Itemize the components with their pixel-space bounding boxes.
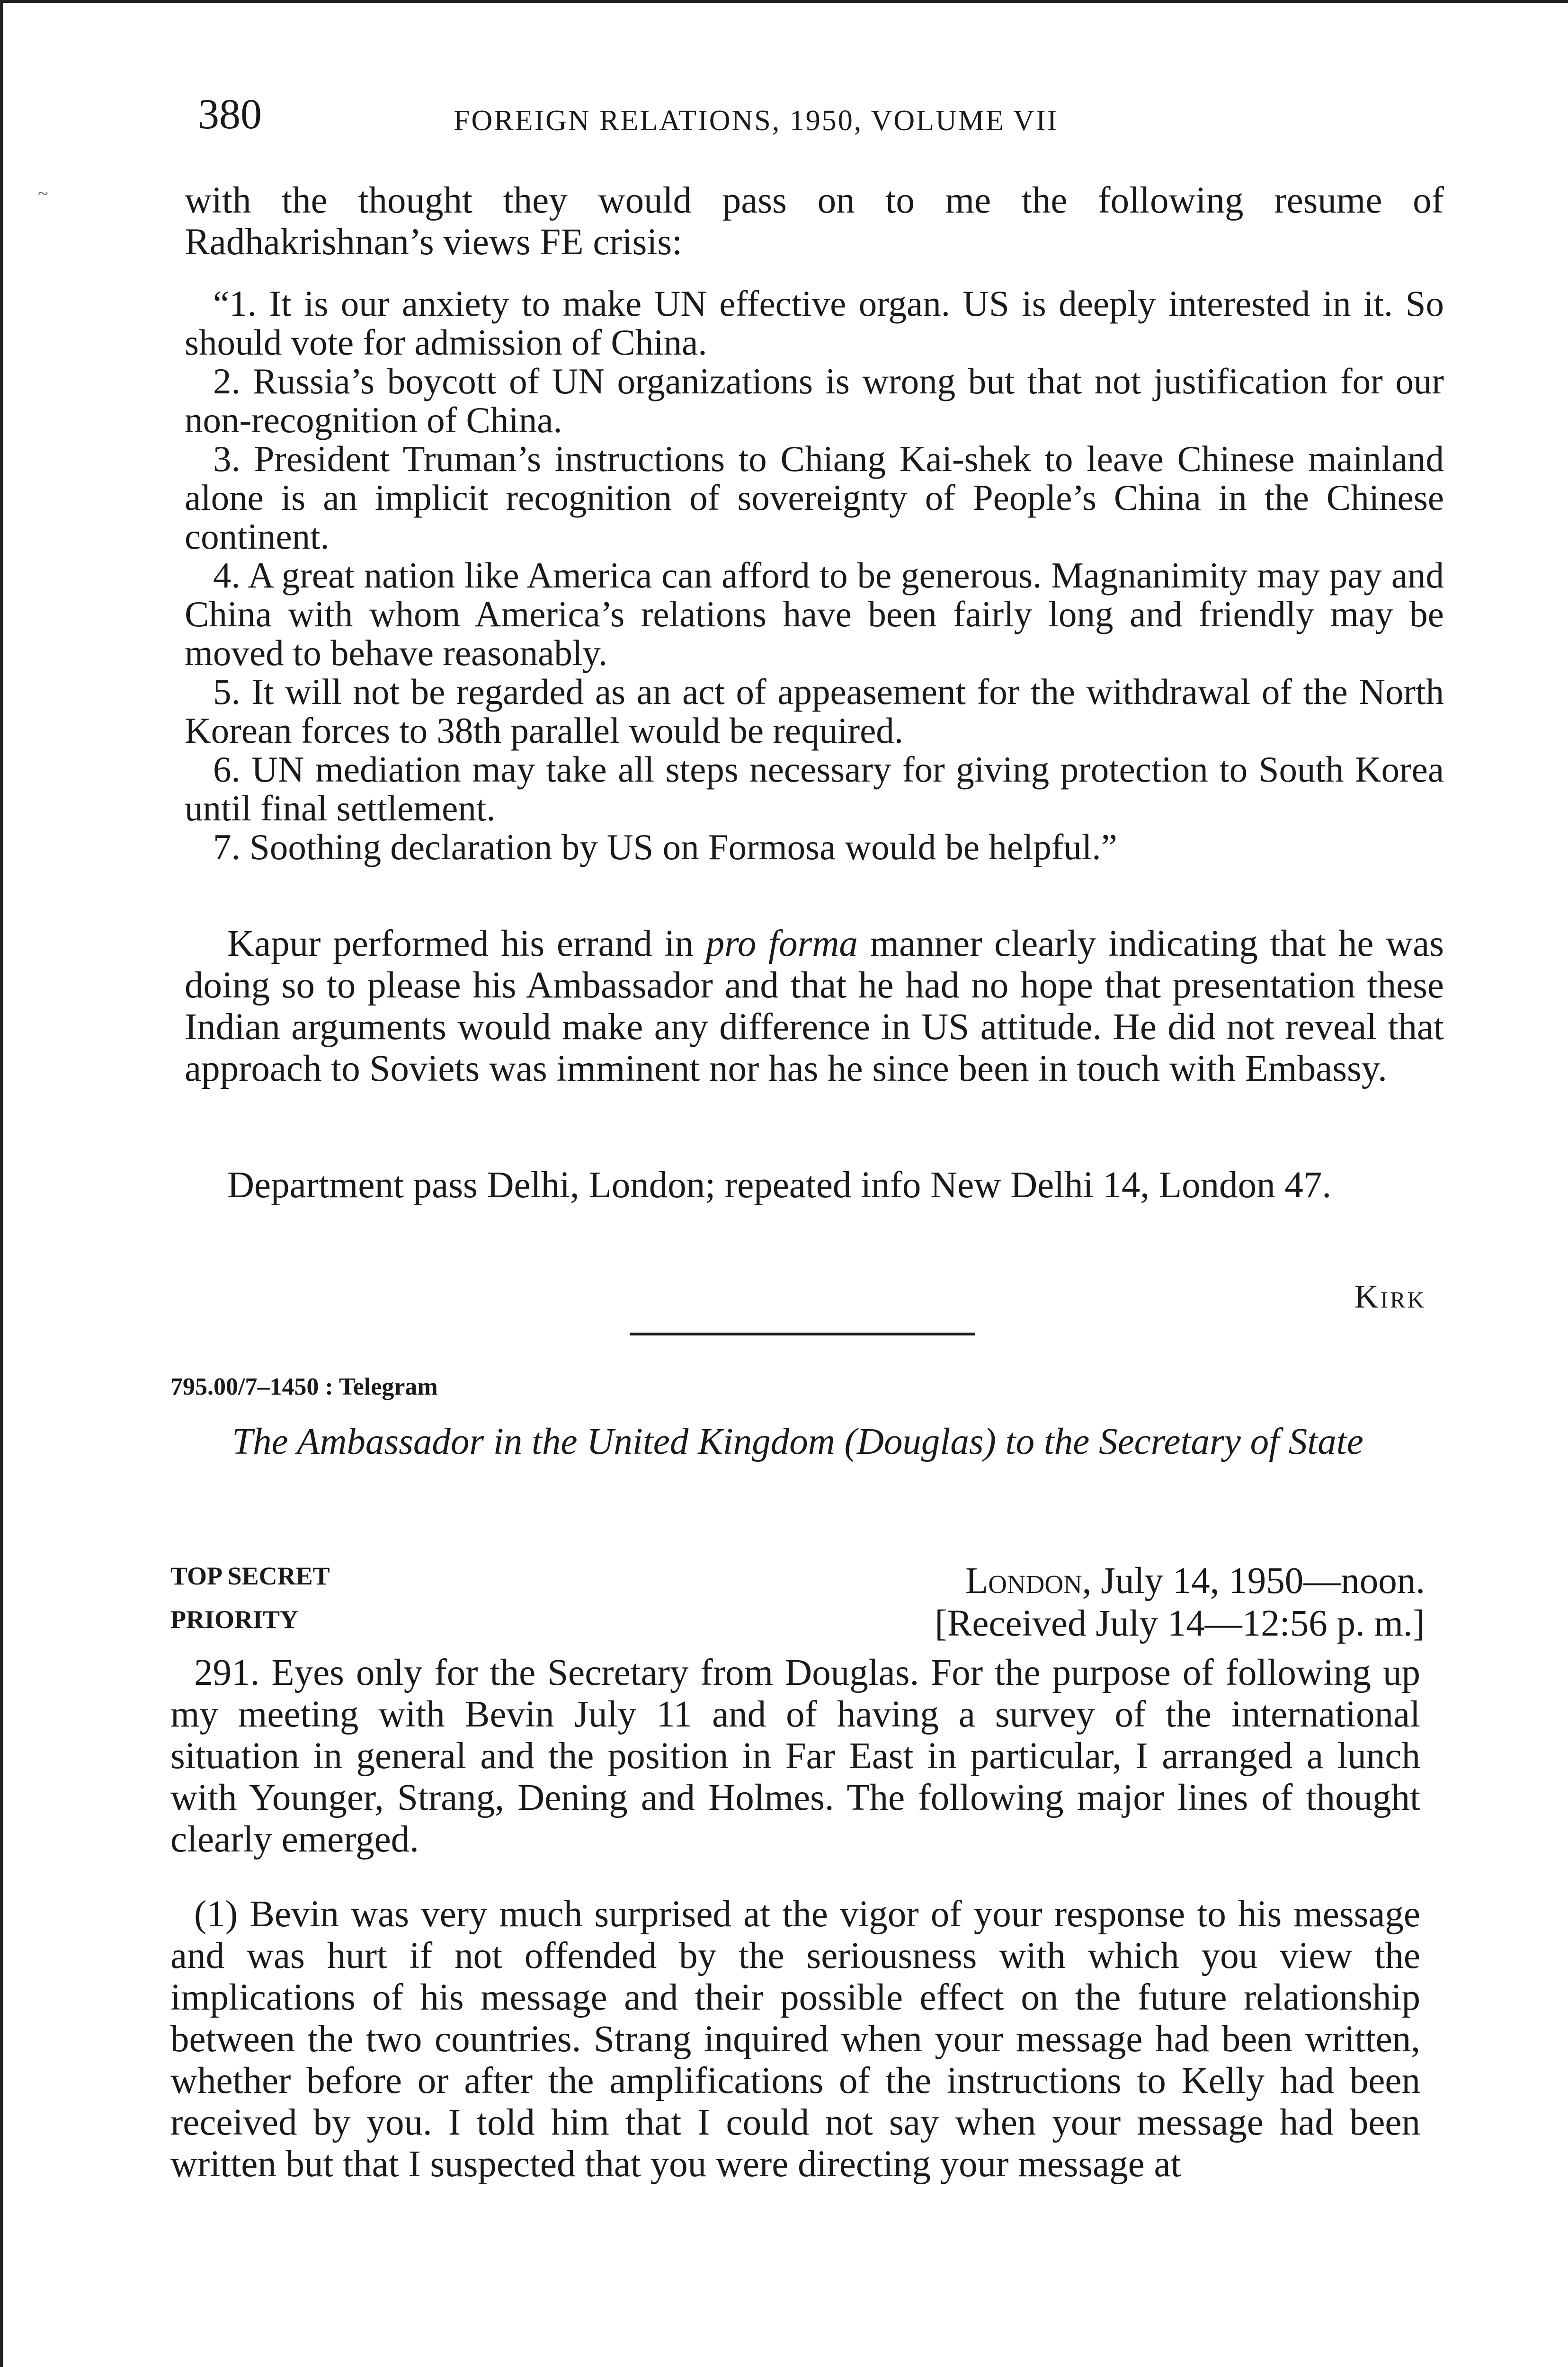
quote-item-4: 4. A great nation like America can afford to be generous. Magnanimity may pay and China with whom America’s relations have been fairly long and friendly may be moved to behave reasonably. bbox=[185, 555, 1444, 673]
classification-top-secret: TOP SECRET bbox=[170, 1562, 330, 1590]
received-line: [Received July 14—12:56 p. m.] bbox=[935, 1603, 1425, 1644]
intro-paragraph bbox=[185, 180, 1444, 263]
paragraph-291 bbox=[170, 1652, 1420, 1860]
pro-forma-italic: pro forma bbox=[705, 923, 858, 964]
intro-text: with the thought they would pass on to me the following resume of Radhakrishnan’s views FE crisis: bbox=[185, 180, 1444, 263]
kapur-text-start: Kapur performed his errand in bbox=[227, 923, 706, 964]
quote-item-1: “1. It is our anxiety to make UN effective organ. US is deeply interested in it. So should vote for admission of China. bbox=[185, 283, 1444, 363]
file-number: 795.00/7–1450 : Telegram bbox=[170, 1373, 438, 1400]
department-paragraph bbox=[185, 1165, 1444, 1206]
dateline-city: London bbox=[965, 1560, 1082, 1602]
margin-mark: ~ bbox=[38, 183, 48, 204]
quote-item-3: 3. President Truman’s instructions to Chiang Kai-shek to leave Chinese mainland alone is an implicit recognition of sovereignty of People’s China in the Chinese continent. bbox=[185, 438, 1444, 557]
section-divider bbox=[630, 1333, 975, 1335]
running-head: FOREIGN RELATIONS, 1950, VOLUME VII bbox=[454, 105, 1059, 137]
department-text: Department pass Delhi, London; repeated info New Delhi 14, London 47. bbox=[227, 1165, 1332, 1206]
paragraph-291-text: 291. Eyes only for the Secretary from Douglas. For the purpose of following up my meeting with Bevin July 11 and of having a survey of the international situation in general and the position in Far East in particular, I arranged a lunch with Younger, Strang, Dening and Holmes. The following major lines of thought clearly emerged. bbox=[170, 1652, 1420, 1860]
quote-item-6: 6. UN mediation may take all steps necessary for giving protection to South Korea until final settlement. bbox=[185, 749, 1444, 828]
signature-kirk: Kirk bbox=[1354, 1279, 1426, 1315]
paragraph-1-text: (1) Bevin was very much surprised at the vigor of your response to his message and was hurt if not offended by the seriousness with which you view the implications of his message and their possible effect on the future relationship between the two countries. Strang inquired when your message had been written, whether before or after the amplifications of the instructions to Kelly had been received by you. I told him that I could not say when your message had been written but that I suspected that you were directing your message at bbox=[170, 1894, 1420, 2185]
paragraph-1 bbox=[170, 1894, 1420, 2185]
page-number: 380 bbox=[198, 91, 262, 138]
dateline-date: , July 14, 1950—noon. bbox=[1082, 1560, 1425, 1602]
quote-item-7: 7. Soothing declaration by US on Formosa would be helpful.” bbox=[213, 827, 1117, 867]
dateline bbox=[965, 1560, 1425, 1602]
document-title: The Ambassador in the United Kingdom (Douglas) to the Secretary of State bbox=[232, 1421, 1363, 1462]
kapur-text-end: manner clearly indicating that he was doing so to please his Ambassador and that he had no hope that presentation these Indian arguments would make any difference in US attitude. He did not reveal that approach to Soviets was imminent nor has he since been in touch with Embassy. bbox=[185, 923, 1444, 1089]
kapur-text bbox=[185, 923, 1444, 1090]
kapur-paragraph bbox=[185, 923, 1444, 1090]
classification-priority: PRIORITY bbox=[170, 1605, 299, 1634]
quoted-views-list bbox=[185, 284, 1444, 866]
page-header bbox=[198, 90, 1486, 142]
quote-item-2: 2. Russia’s boycott of UN organizations is wrong but that not justification for our non-recognition of China. bbox=[185, 361, 1444, 440]
quote-item-5: 5. It will not be regarded as an act of appeasement for the withdrawal of the North Korean forces to 38th parallel would be required. bbox=[185, 671, 1444, 751]
